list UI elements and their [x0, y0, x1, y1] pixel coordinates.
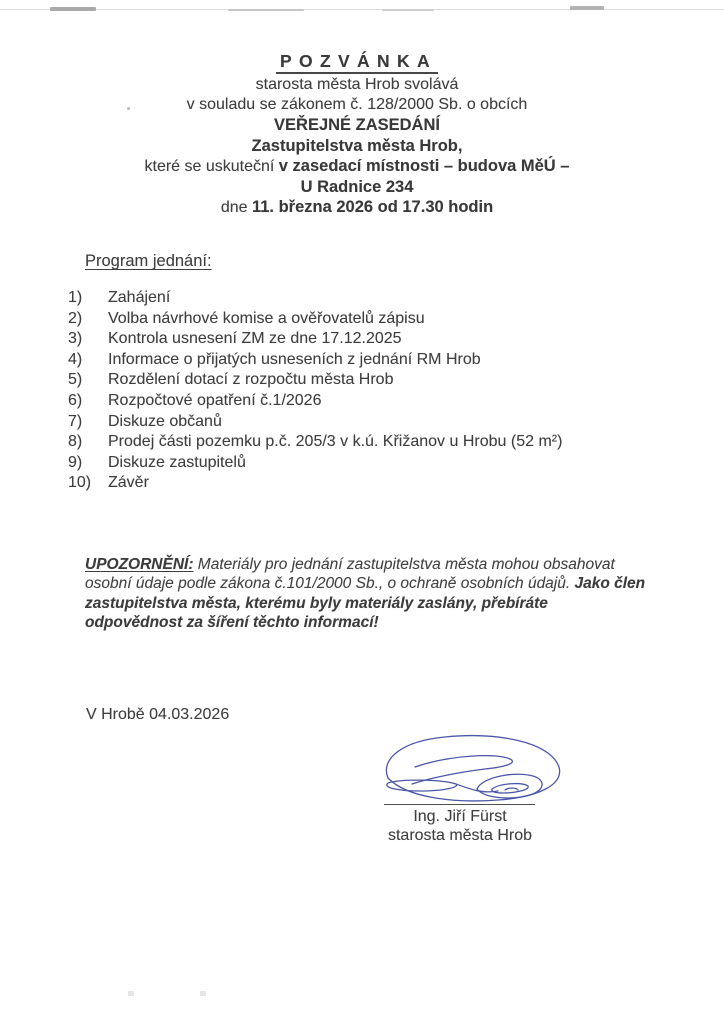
signer-name: Ing. Jiří Fürst — [413, 808, 507, 825]
item-number: 2) — [68, 309, 83, 327]
list-item — [0, 391, 680, 412]
item-number: 6) — [68, 391, 83, 409]
item-number: 3) — [68, 330, 83, 348]
list-item — [0, 473, 680, 494]
item-text: Prodej části pozemku p.č. 205/3 v k.ú. Křižanov u Hrobu (52 m²) — [108, 433, 563, 451]
list-item — [0, 412, 680, 433]
item-text: Volba návrhové komise a ověřovatelů zápisu — [108, 309, 425, 327]
notice-label: UPOZORNĚNÍ: — [85, 556, 194, 573]
item-text: Závěr — [108, 474, 149, 492]
scan-artifact-mark — [570, 6, 604, 10]
item-number: 4) — [68, 350, 83, 368]
place-and-date: V Hrobě 04.03.2026 — [86, 706, 230, 723]
list-item — [0, 432, 680, 453]
signature-line — [384, 804, 535, 805]
list-item — [0, 329, 680, 350]
header-session-type: VEŘEJNÉ ZASEDÁNÍ — [274, 116, 440, 135]
header-venue-line — [0, 156, 714, 177]
item-number: 7) — [68, 412, 83, 430]
scan-artifact-mark — [50, 7, 96, 11]
header-convener-line: starosta města Hrob svolává — [255, 76, 459, 93]
scan-artifact-mark — [228, 9, 304, 11]
document-header — [0, 49, 714, 218]
item-text: Kontrola usnesení ZM ze dne 17.12.2025 — [108, 330, 402, 348]
list-item — [0, 453, 680, 474]
item-text: Rozpočtové opatření č.1/2026 — [108, 391, 322, 409]
list-item — [0, 288, 680, 309]
date-bold: 11. března 2026 od 17.30 hodin — [251, 198, 494, 217]
list-item — [0, 370, 680, 391]
header-date-line — [0, 197, 714, 218]
list-item — [0, 350, 680, 371]
signer-role: starosta města Hrob — [387, 827, 533, 844]
notice-body: Materiály pro jednání zastupitelstva města mohou obsahovat osobní údaje podle zákona č.101/2000 Sb., o ochraně osobních údajů. — [85, 556, 615, 593]
item-number: 10) — [68, 474, 92, 492]
date-prefix: dne — [220, 199, 252, 217]
header-venue-address: U Radnice 234 — [300, 178, 414, 197]
item-text: Informace o přijatých usneseních z jednání RM Hrob — [108, 350, 481, 368]
list-item — [0, 309, 680, 330]
scan-artifact-dot — [128, 991, 134, 996]
scan-artifact-line — [0, 9, 724, 10]
header-council-line: Zastupitelstva města Hrob, — [251, 136, 463, 155]
item-number: 1) — [68, 289, 83, 306]
item-text: Rozdělení dotací z rozpočtu města Hrob — [108, 371, 394, 389]
notice-body-emphasis: Jako člen zastupitelstva města, kterému byly materiály zaslány, přebíráte odpovědnost za šíření těchto informací! — [85, 575, 646, 632]
agenda-list — [0, 288, 680, 494]
signature-scribble — [370, 731, 570, 806]
document-title: POZVÁNKA — [276, 51, 438, 74]
item-number: 8) — [68, 433, 83, 451]
item-text: Zahájení — [108, 289, 171, 306]
item-text: Diskuze občanů — [108, 412, 222, 430]
venue-bold: v zasedací místnosti – budova MěÚ – — [278, 156, 570, 175]
item-number: 9) — [68, 453, 83, 471]
header-law-line: v souladu se zákonem č. 128/2000 Sb. o obcích — [186, 96, 528, 114]
agenda-heading: Program jednání: — [85, 252, 212, 270]
scan-artifact-mark — [382, 9, 434, 11]
privacy-notice — [85, 555, 647, 633]
item-text: Diskuze zastupitelů — [108, 453, 246, 471]
venue-prefix: které se uskuteční — [144, 157, 279, 175]
scan-artifact-dot — [200, 991, 206, 996]
item-number: 5) — [68, 371, 83, 389]
